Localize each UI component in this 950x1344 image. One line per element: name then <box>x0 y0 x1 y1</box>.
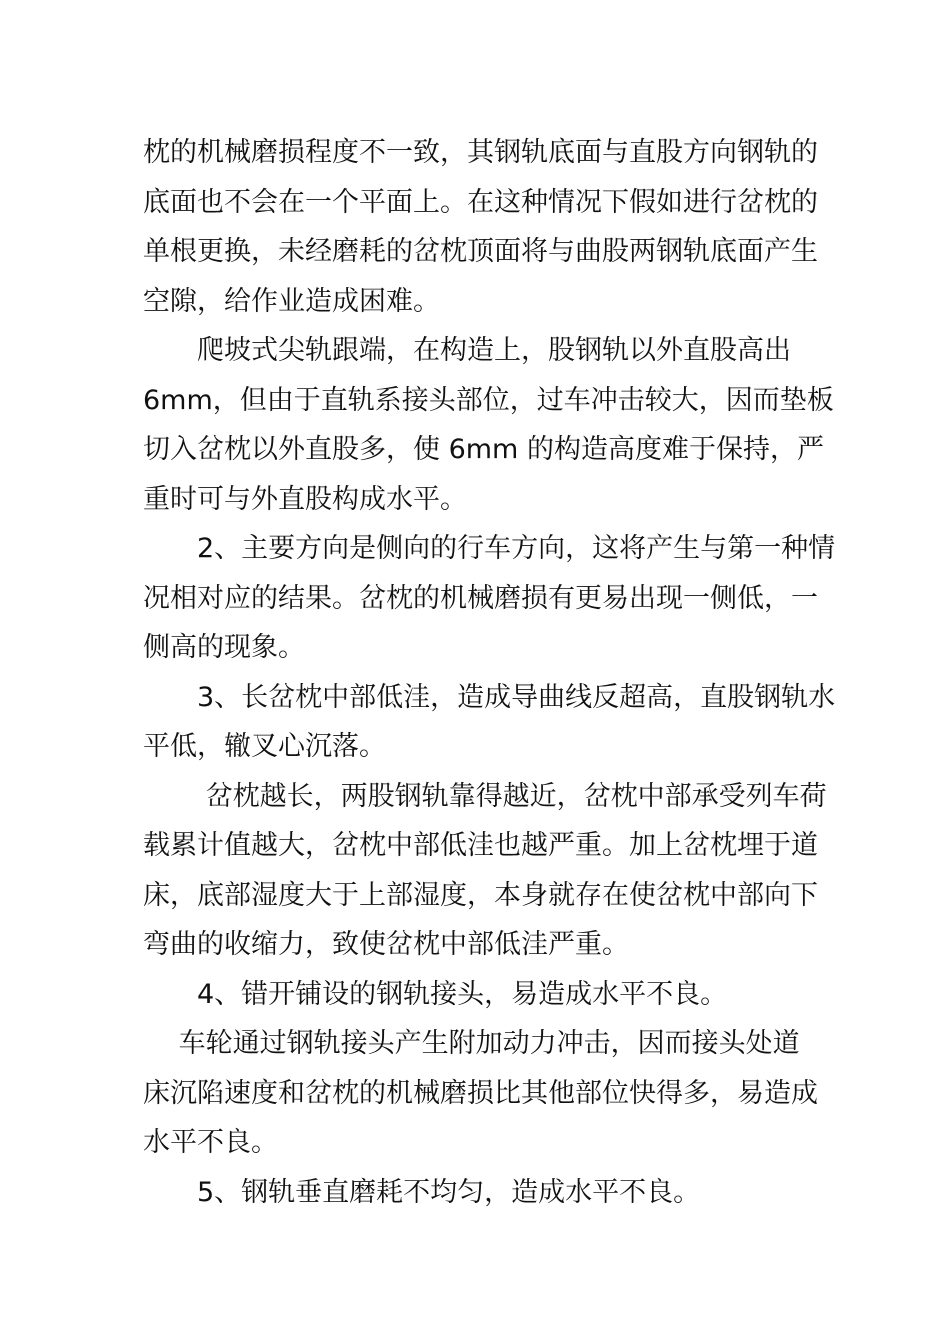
text-line: 空隙，给作业造成困难。 <box>143 285 440 317</box>
text-line: 2、主要方向是侧向的行车方向，这将产生与第一种情 <box>143 533 836 564</box>
text-line: 平低，辙叉心沉落。 <box>143 731 386 762</box>
text-line: 底面也不会在一个平面上。在这种情况下假如进行岔枕的 <box>143 186 818 218</box>
text-line: 侧高的现象。 <box>143 632 305 663</box>
text-line: 枕的机械磨损程度不一致，其钢轨底面与直股方向钢轨的 <box>143 137 818 168</box>
text-line: 单根更换，未经磨耗的岔枕顶面将与曲股两钢轨底面产生 <box>143 236 818 267</box>
text-line: 岔枕越长，两股钢轨靠得越近，岔枕中部承受列车荷 <box>143 780 827 812</box>
text-line: 5、钢轨垂直磨耗不均匀，造成水平不良。 <box>143 1176 701 1208</box>
text-line: 切入岔枕以外直股多，使 6mm 的构造高度难于保持，严 <box>143 434 824 465</box>
text-line: 况相对应的结果。岔枕的机械磨损有更易出现一侧低，一 <box>143 582 818 614</box>
text-line: 6mm，但由于直轨系接头部位，过车冲击较大，因而垫板 <box>143 384 834 416</box>
text-line: 弯曲的收缩力，致使岔枕中部低洼严重。 <box>143 929 629 960</box>
text-line: 水平不良。 <box>143 1127 278 1158</box>
body-text <box>143 128 836 1217</box>
text-line: 车轮通过钢轨接头产生附加动力冲击，因而接头处道 <box>143 1028 800 1059</box>
text-line: 重时可与外直股构成水平。 <box>143 483 467 515</box>
text-line: 床，底部湿度大于上部湿度，本身就存在使岔枕中部向下 <box>143 879 818 911</box>
text-line: 载累计值越大，岔枕中部低洼也越严重。加上岔枕埋于道 <box>143 830 818 861</box>
text-line: 3、长岔枕中部低洼，造成导曲线反超高，直股钢轨水 <box>143 681 836 713</box>
text-line: 4、错开铺设的钢轨接头，易造成水平不良。 <box>143 978 728 1010</box>
text-line: 爬坡式尖轨跟端，在构造上，股钢轨以外直股高出 <box>143 335 791 366</box>
text-line: 床沉陷速度和岔枕的机械磨损比其他部位快得多，易造成 <box>143 1077 818 1109</box>
